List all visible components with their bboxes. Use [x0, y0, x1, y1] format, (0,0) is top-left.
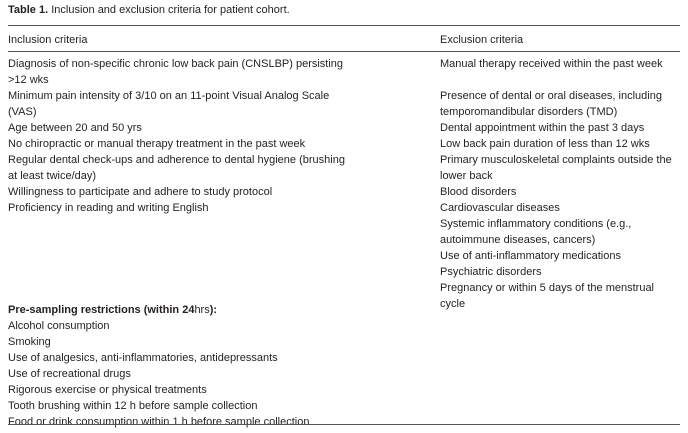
- table-row: [8, 56, 680, 88]
- pre-sampling-item: Alcohol consumption: [8, 320, 110, 332]
- pre-sampling-item: Tooth brushing within 12 h before sample collection: [8, 400, 258, 412]
- exclusion-cell: Primary musculoskeletal complaints outside the lower back: [440, 154, 672, 182]
- table-label: Table 1.: [8, 4, 49, 16]
- table-row: [8, 120, 680, 136]
- top-rule: [8, 25, 680, 26]
- header-inclusion: Inclusion criteria: [8, 34, 88, 46]
- table-row: [8, 248, 680, 264]
- pre-sampling-section: [8, 302, 309, 430]
- table-row: [8, 152, 680, 184]
- inclusion-cell: Willingness to participate and adhere to study protocol: [8, 186, 273, 198]
- exclusion-cell: Pregnancy or within 5 days of the menstrual cycle: [440, 282, 655, 310]
- inclusion-cell: Minimum pain intensity of 3/10 on an 11-point Visual Analog Scale (VAS): [8, 90, 330, 118]
- inclusion-cell: Age between 20 and 50 yrs: [8, 122, 142, 134]
- pre-sampling-item: Rigorous exercise or physical treatments: [8, 384, 207, 396]
- inclusion-cell: Proficiency in reading and writing English: [8, 202, 209, 214]
- exclusion-cell: Dental appointment within the past 3 days: [440, 122, 645, 134]
- table-row: [8, 88, 680, 120]
- inclusion-cell: [8, 264, 353, 280]
- bottom-rule: [8, 424, 680, 425]
- exclusion-cell: Low back pain duration of less than 12 wks: [440, 138, 650, 150]
- inclusion-cell: Regular dental check-ups and adherence to dental hygiene (brushing at least twice/day): [8, 154, 345, 182]
- table-caption-text: Inclusion and exclusion criteria for patient cohort.: [51, 4, 290, 16]
- table-row: [8, 264, 680, 280]
- exclusion-cell: Blood disorders: [440, 186, 517, 198]
- pre-sampling-item: Food or drink consumption within 1 h before sample collection: [8, 416, 310, 428]
- exclusion-cell: Use of anti-inflammatory medications: [440, 250, 621, 262]
- pre-sampling-item: Use of recreational drugs: [8, 368, 131, 380]
- inclusion-cell: No chiropractic or manual therapy treatment in the past week: [8, 138, 306, 150]
- exclusion-cell: Psychiatric disorders: [440, 266, 542, 278]
- exclusion-cell: Presence of dental or oral diseases, including temporomandibular disorders (TMD): [440, 90, 662, 118]
- table-row: [8, 184, 680, 200]
- header-exclusion: Exclusion criteria: [440, 34, 524, 46]
- pre-sampling-title: Pre-sampling restrictions (within 24hrs):: [8, 304, 218, 316]
- inclusion-cell: [8, 216, 353, 248]
- inclusion-cell: [8, 248, 353, 264]
- exclusion-cell: Systemic inflammatory conditions (e.g., autoimmune diseases, cancers): [440, 218, 632, 246]
- table-row: [8, 216, 680, 248]
- pre-sampling-item: Use of analgesics, anti-inflammatories, antidepressants: [8, 352, 278, 364]
- table-row: [8, 136, 680, 152]
- exclusion-cell: Manual therapy received within the past week: [440, 58, 663, 70]
- inclusion-cell: Diagnosis of non-specific chronic low back pain (CNSLBP) persisting >12 wks: [8, 58, 344, 86]
- table-caption: [8, 4, 290, 16]
- pre-sampling-item: Smoking: [8, 336, 51, 348]
- table-body: [8, 56, 680, 312]
- table-row: [8, 200, 680, 216]
- header-rule: [8, 51, 680, 52]
- exclusion-cell: Cardiovascular diseases: [440, 202, 560, 214]
